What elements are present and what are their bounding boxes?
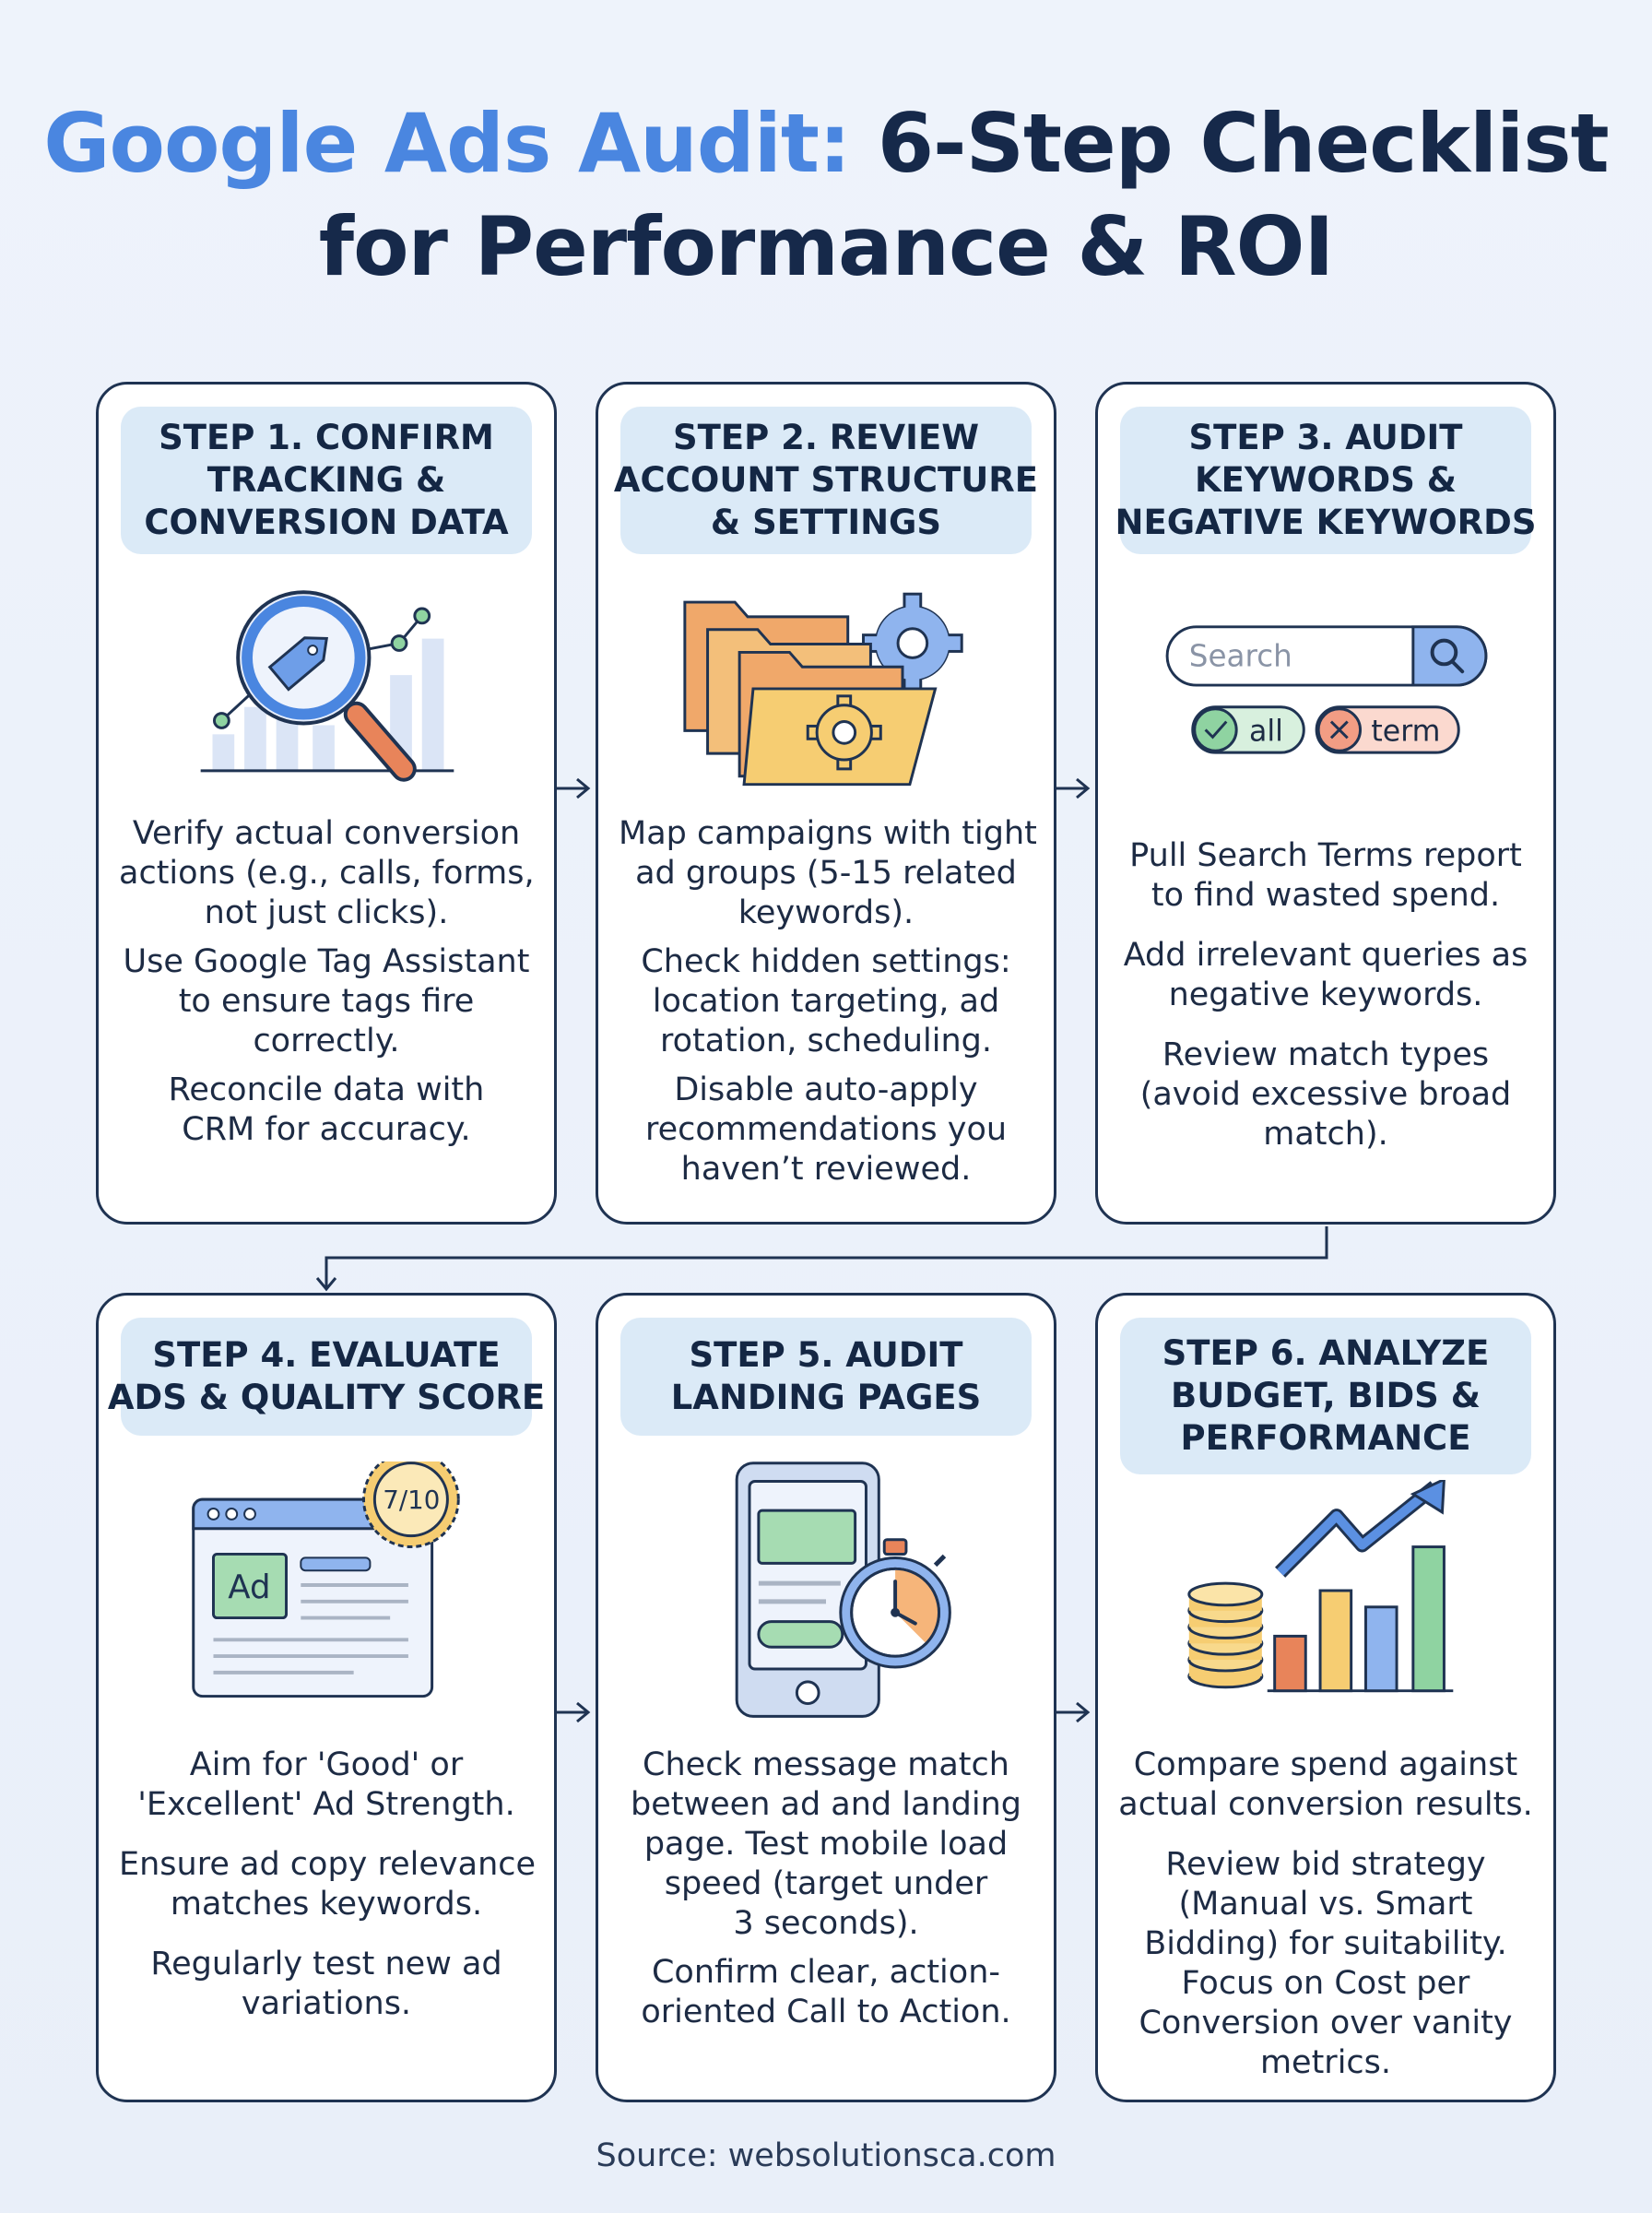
text-line: (avoid excessive broad bbox=[1139, 1076, 1512, 1113]
text-line: haven’t reviewed. bbox=[680, 1151, 972, 1188]
coins-growth-chart-icon bbox=[1098, 1480, 1553, 1701]
text-line: Pull Search Terms report bbox=[1129, 837, 1522, 874]
description-paragraph bbox=[119, 1945, 534, 2024]
text-line: Check hidden settings: bbox=[641, 943, 1011, 980]
text-line: keywords). bbox=[738, 894, 914, 931]
heading-line: BUDGET, BIDS & bbox=[1171, 1376, 1481, 1415]
text-line: Map campaigns with tight bbox=[619, 815, 1037, 852]
arrow-step3-to-step4 bbox=[304, 1223, 1337, 1296]
description-paragraph bbox=[619, 1953, 1033, 2032]
text-line: correctly. bbox=[253, 1023, 400, 1059]
ad-window-score-icon bbox=[99, 1462, 554, 1710]
step-card-2 bbox=[596, 382, 1056, 1225]
text-line: oriented Call to Action. bbox=[641, 1994, 1011, 2030]
heading-line: PERFORMANCE bbox=[1180, 1418, 1471, 1458]
heading-line: STEP 5. AUDIT bbox=[689, 1335, 963, 1375]
text-line: match). bbox=[1263, 1116, 1388, 1153]
heading-line: STEP 4. EVALUATE bbox=[152, 1335, 501, 1375]
text-line: Confirm clear, action- bbox=[651, 1954, 1001, 1991]
description-paragraph bbox=[1118, 1746, 1533, 1825]
text-line: location targeting, ad bbox=[652, 983, 1000, 1020]
heading-line: KEYWORDS & bbox=[1194, 460, 1457, 500]
text-line: Regularly test new ad bbox=[150, 1946, 502, 1982]
text-line: Reconcile data with bbox=[168, 1071, 485, 1108]
title-line-1 bbox=[0, 92, 1652, 195]
chip-exclude-label: term bbox=[1371, 715, 1441, 749]
description-paragraph bbox=[1118, 1845, 1533, 2083]
step-description bbox=[1118, 1746, 1533, 2103]
step-card-6 bbox=[1095, 1293, 1556, 2102]
text-line: Review bid strategy bbox=[1165, 1846, 1486, 1883]
step-card-4 bbox=[96, 1293, 557, 2102]
step-card-1 bbox=[96, 382, 557, 1225]
text-line: Conversion over vanity bbox=[1139, 2005, 1513, 2041]
text-line: Bidding) for suitability. bbox=[1144, 1925, 1507, 1962]
search-bar-icon bbox=[1098, 615, 1553, 763]
folders-gear-icon bbox=[598, 578, 1054, 790]
description-paragraph bbox=[119, 1071, 534, 1150]
magnifier-tag-chart-icon bbox=[99, 578, 554, 790]
score-badge: 7/10 bbox=[383, 1485, 441, 1516]
step-heading bbox=[121, 407, 532, 554]
step-heading bbox=[107, 1318, 546, 1436]
description-paragraph bbox=[119, 1845, 537, 1924]
text-line: matches keywords. bbox=[170, 1886, 483, 1923]
step-description bbox=[619, 814, 1037, 1210]
text-line: to ensure tags fire bbox=[178, 983, 475, 1020]
text-line: Disable auto-apply bbox=[674, 1071, 978, 1108]
heading-line: STEP 6. ANALYZE bbox=[1162, 1333, 1490, 1373]
step-card-5 bbox=[596, 1293, 1056, 2102]
text-line: Compare spend against bbox=[1133, 1746, 1518, 1783]
heading-line: STEP 1. CONFIRM bbox=[159, 418, 494, 457]
text-line: 3 seconds). bbox=[733, 1905, 919, 1942]
description-paragraph bbox=[619, 942, 1033, 1061]
text-line: CRM for accuracy. bbox=[182, 1111, 471, 1148]
step-heading bbox=[613, 407, 1039, 554]
description-paragraph bbox=[619, 1071, 1033, 1189]
text-line: Use Google Tag Assistant bbox=[123, 943, 530, 980]
heading-line: NEGATIVE KEYWORDS bbox=[1115, 503, 1537, 542]
text-line: Review match types bbox=[1162, 1036, 1490, 1073]
heading-line: STEP 3. AUDIT bbox=[1188, 418, 1463, 457]
ad-label: Ad bbox=[228, 1568, 271, 1606]
text-line: 'Excellent' Ad Strength. bbox=[137, 1786, 515, 1823]
text-line: Aim for 'Good' or bbox=[189, 1746, 464, 1783]
description-paragraph bbox=[119, 942, 534, 1061]
step-description bbox=[619, 1746, 1033, 2053]
text-line: Add irrelevant queries as bbox=[1123, 937, 1528, 974]
search-placeholder: Search bbox=[1188, 638, 1292, 674]
step-heading bbox=[1120, 1318, 1531, 1474]
text-line: (Manual vs. Smart bbox=[1178, 1886, 1473, 1923]
step-description bbox=[1118, 836, 1533, 1175]
chip-include-label: all bbox=[1249, 715, 1283, 749]
text-line: speed (target under bbox=[664, 1865, 988, 1902]
description-paragraph bbox=[1118, 936, 1533, 1015]
heading-line: LANDING PAGES bbox=[670, 1378, 982, 1417]
text-line: Check message match bbox=[643, 1746, 1009, 1783]
description-paragraph bbox=[1118, 836, 1533, 916]
source-footer: Source: websolutionsca.com bbox=[596, 2137, 1056, 2174]
text-line: Focus on Cost per bbox=[1181, 1965, 1470, 2002]
text-line: actual conversion results. bbox=[1118, 1786, 1533, 1823]
text-line: page. Test mobile load bbox=[643, 1826, 1009, 1863]
text-line: recommendations you bbox=[644, 1111, 1008, 1148]
heading-line: & SETTINGS bbox=[710, 503, 942, 542]
description-paragraph bbox=[119, 1746, 534, 1825]
heading-line: TRACKING & bbox=[206, 460, 446, 500]
text-line: ad groups (5-15 related bbox=[635, 855, 1017, 892]
step-description bbox=[119, 814, 534, 1170]
title-main: 6-Step Checklist bbox=[877, 96, 1609, 191]
step-card-3 bbox=[1095, 382, 1556, 1225]
heading-line: ADS & QUALITY SCORE bbox=[107, 1378, 546, 1417]
title-accent: Google Ads Audit: bbox=[43, 96, 851, 191]
step-heading bbox=[1115, 407, 1537, 554]
phone-stopwatch-icon bbox=[598, 1460, 1054, 1727]
step-heading bbox=[620, 1318, 1032, 1436]
heading-line: ACCOUNT STRUCTURE bbox=[613, 460, 1039, 500]
description-paragraph bbox=[619, 814, 1037, 933]
text-line: negative keywords. bbox=[1168, 976, 1483, 1013]
title-line-2: for Performance & ROI bbox=[318, 199, 1334, 294]
description-paragraph bbox=[119, 814, 534, 933]
text-line: Verify actual conversion bbox=[132, 815, 521, 852]
heading-line: CONVERSION DATA bbox=[144, 503, 509, 542]
text-line: rotation, scheduling. bbox=[659, 1023, 993, 1059]
text-line: variations. bbox=[241, 1985, 412, 2022]
text-line: actions (e.g., calls, forms, bbox=[119, 855, 535, 892]
page-title bbox=[0, 92, 1652, 299]
description-paragraph bbox=[619, 1746, 1033, 1944]
text-line: to find wasted spend. bbox=[1150, 877, 1501, 914]
description-paragraph bbox=[1118, 1035, 1533, 1154]
step-description bbox=[119, 1746, 537, 2044]
text-line: metrics. bbox=[1259, 2044, 1392, 2081]
heading-line: STEP 2. REVIEW bbox=[672, 418, 980, 457]
text-line: not just clicks). bbox=[204, 894, 449, 931]
text-line: Ensure ad copy relevance bbox=[119, 1846, 537, 1883]
text-line: between ad and landing bbox=[631, 1786, 1021, 1823]
